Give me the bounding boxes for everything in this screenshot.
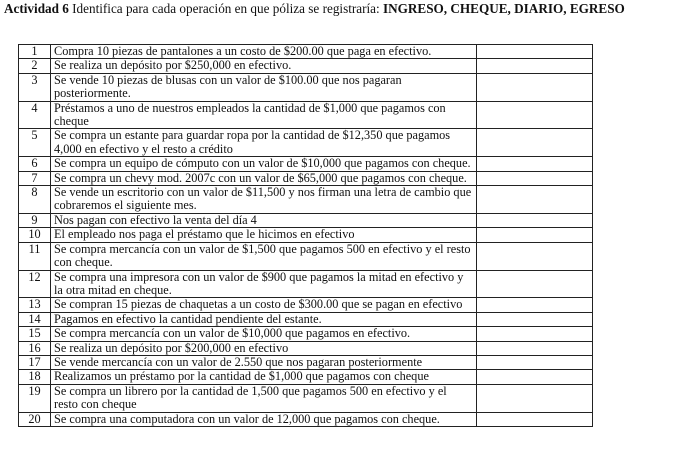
row-number: 5 — [19, 129, 51, 157]
activity-instruction: Identifica para cada operación en que póliza se registraría: — [68, 1, 383, 16]
operation-description: Se realiza un depósito por $250,000 en efectivo. — [51, 59, 477, 73]
policy-answer-cell[interactable] — [477, 355, 593, 369]
policy-answer-cell[interactable] — [477, 45, 593, 59]
activity-heading — [4, 2, 679, 17]
table-row — [19, 341, 593, 355]
table-row — [19, 101, 593, 129]
table-row — [19, 384, 593, 412]
row-number: 16 — [19, 341, 51, 355]
table-row — [19, 59, 593, 73]
policy-answer-cell[interactable] — [477, 341, 593, 355]
row-number: 10 — [19, 228, 51, 242]
row-number: 11 — [19, 242, 51, 270]
operation-description: Se compra un chevy mod. 2007c con un valor de $65,000 que pagamos con cheque. — [51, 171, 477, 185]
table-row — [19, 157, 593, 171]
row-number: 6 — [19, 157, 51, 171]
policy-answer-cell[interactable] — [477, 242, 593, 270]
operation-description: Realizamos un préstamo por la cantidad de $1,000 que pagamos con cheque — [51, 370, 477, 384]
operation-description: Compra 10 piezas de pantalones a un costo de $200.00 que paga en efectivo. — [51, 45, 477, 59]
row-number: 4 — [19, 101, 51, 129]
policy-answer-cell[interactable] — [477, 370, 593, 384]
operations-table-body — [19, 45, 593, 427]
cut-off-footer-text — [4, 463, 644, 469]
operation-description: Se vende un escritorio con un valor de $11,500 y nos firman una letra de cambio que cobraremos el siguiente mes. — [51, 186, 477, 214]
operations-table — [18, 44, 593, 427]
policy-answer-cell[interactable] — [477, 101, 593, 129]
operation-description: Se compra mercancía con un valor de $10,000 que pagamos en efectivo. — [51, 327, 477, 341]
table-row — [19, 129, 593, 157]
table-row — [19, 312, 593, 326]
operation-description: Se vende mercancía con un valor de 2.550 que nos pagaran posteriormente — [51, 355, 477, 369]
policy-answer-cell[interactable] — [477, 59, 593, 73]
policy-answer-cell[interactable] — [477, 298, 593, 312]
operation-description: Préstamos a uno de nuestros empleados la cantidad de $1,000 que pagamos con cheque — [51, 101, 477, 129]
table-row — [19, 242, 593, 270]
operation-description: Se compran 15 piezas de chaquetas a un costo de $300.00 que se pagan en efectivo — [51, 298, 477, 312]
row-number: 7 — [19, 171, 51, 185]
policy-answer-cell[interactable] — [477, 186, 593, 214]
policy-answer-cell[interactable] — [477, 129, 593, 157]
operation-description: Se vende 10 piezas de blusas con un valor de $100.00 que nos pagaran posteriormente. — [51, 73, 477, 101]
table-row — [19, 370, 593, 384]
row-number: 15 — [19, 327, 51, 341]
operation-description: Pagamos en efectivo la cantidad pendiente del estante. — [51, 312, 477, 326]
operation-description: Se compra una impresora con un valor de $900 que pagamos la mitad en efectivo y la otra mitad en cheque. — [51, 270, 477, 298]
policy-answer-cell[interactable] — [477, 73, 593, 101]
row-number: 18 — [19, 370, 51, 384]
operation-description: Se realiza un depósito por $200,000 en efectivo — [51, 341, 477, 355]
table-row — [19, 213, 593, 227]
table-row — [19, 412, 593, 426]
table-row — [19, 45, 593, 59]
row-number: 3 — [19, 73, 51, 101]
operation-description: Se compra un librero por la cantidad de 1,500 que pagamos 500 en efectivo y el resto con cheque — [51, 384, 477, 412]
table-row — [19, 355, 593, 369]
policy-answer-cell[interactable] — [477, 312, 593, 326]
operation-description: Se compra un estante para guardar ropa por la cantidad de $12,350 que pagamos 4,000 en efectivo y el resto a crédito — [51, 129, 477, 157]
operation-description: Se compra un equipo de cómputo con un valor de $10,000 que pagamos con cheque. — [51, 157, 477, 171]
operation-description: Se compra mercancía con un valor de $1,500 que pagamos 500 en efectivo y el resto con cheque. — [51, 242, 477, 270]
operation-description: El empleado nos paga el préstamo que le hicimos en efectivo — [51, 228, 477, 242]
row-number: 13 — [19, 298, 51, 312]
operation-description: Nos pagan con efectivo la venta del día 4 — [51, 213, 477, 227]
row-number: 20 — [19, 412, 51, 426]
policy-answer-cell[interactable] — [477, 228, 593, 242]
operation-description: Se compra una computadora con un valor de 12,000 que pagamos con cheque. — [51, 412, 477, 426]
activity-operations: INGRESO, CHEQUE, DIARIO, EGRESO — [382, 1, 625, 16]
policy-answer-cell[interactable] — [477, 412, 593, 426]
activity-number: Actividad 6 — [4, 1, 69, 16]
policy-answer-cell[interactable] — [477, 213, 593, 227]
policy-answer-cell[interactable] — [477, 270, 593, 298]
row-number: 19 — [19, 384, 51, 412]
policy-answer-cell[interactable] — [477, 171, 593, 185]
table-row — [19, 298, 593, 312]
table-row — [19, 171, 593, 185]
row-number: 8 — [19, 186, 51, 214]
table-row — [19, 73, 593, 101]
row-number: 14 — [19, 312, 51, 326]
policy-answer-cell[interactable] — [477, 327, 593, 341]
policy-answer-cell[interactable] — [477, 384, 593, 412]
table-row — [19, 270, 593, 298]
row-number: 17 — [19, 355, 51, 369]
row-number: 2 — [19, 59, 51, 73]
table-row — [19, 228, 593, 242]
table-row — [19, 327, 593, 341]
table-row — [19, 186, 593, 214]
row-number: 9 — [19, 213, 51, 227]
row-number: 1 — [19, 45, 51, 59]
row-number: 12 — [19, 270, 51, 298]
policy-answer-cell[interactable] — [477, 157, 593, 171]
